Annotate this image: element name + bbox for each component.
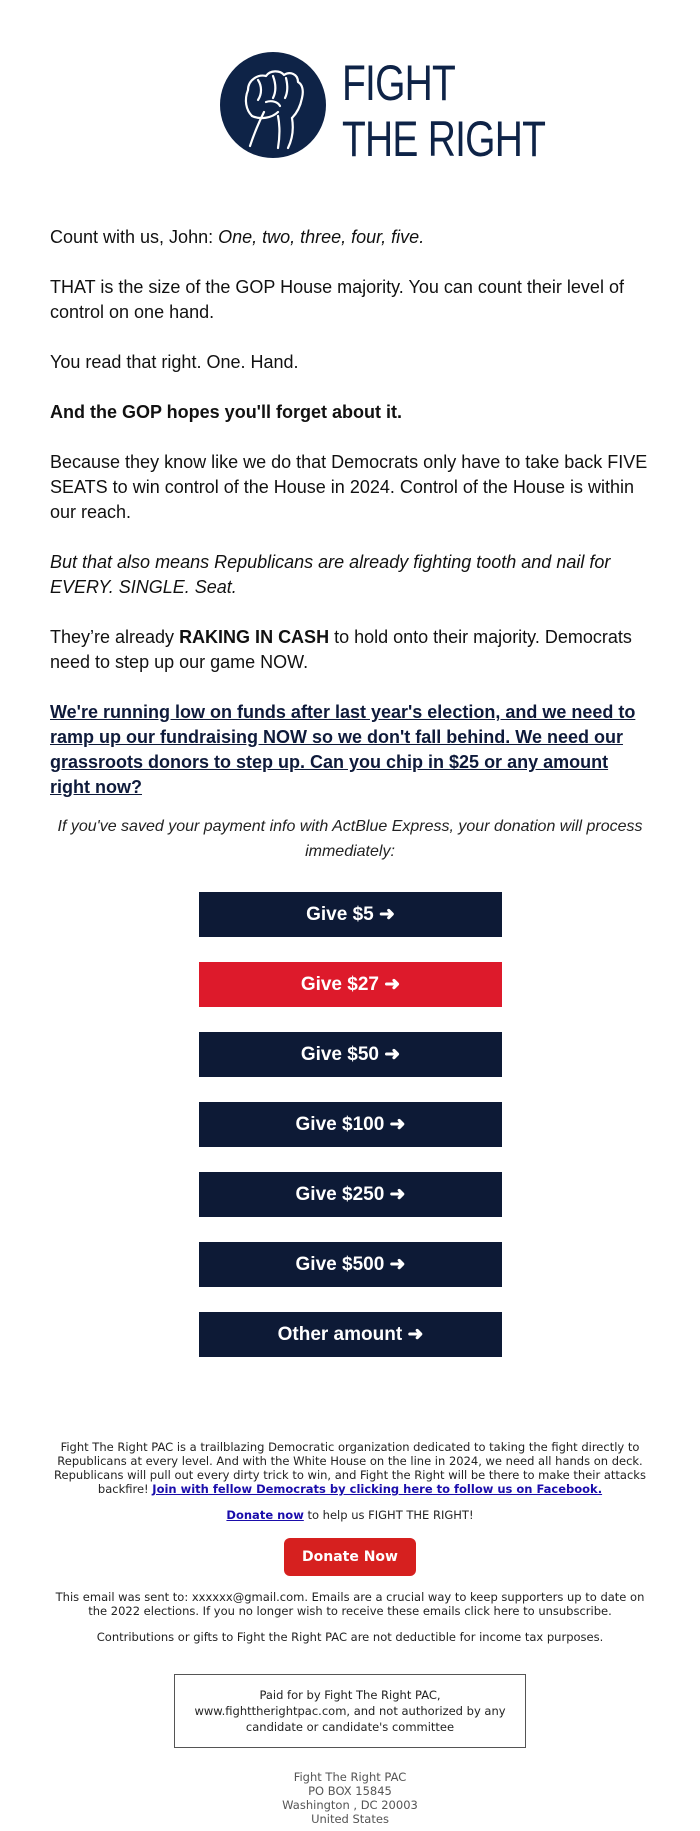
- paragraph-raking-cash: [50, 625, 650, 675]
- give-250-button[interactable]: Give $250 ➜: [199, 1172, 502, 1217]
- donate-cta-link[interactable]: We're running low on funds after last year's election, and we need to ramp up our fundraising NOW so we don't fall behind. We need our grassroots donors to step up. Can you chip in $25 or any amount right now?: [50, 702, 636, 797]
- footer-about: [50, 1440, 650, 1496]
- paragraph-gop-hopes: And the GOP hopes you'll forget about it.: [50, 402, 402, 422]
- paragraph-count: [50, 225, 650, 250]
- footer-donate-line: [50, 1508, 650, 1522]
- mailing-address: [50, 1770, 650, 1826]
- count-italic-text: One, two, three, four, five.: [218, 227, 425, 247]
- raised-fist-icon: [218, 50, 328, 160]
- facebook-follow-link[interactable]: Join with fellow Democrats by clicking here to follow us on Facebook.: [152, 1482, 603, 1496]
- raking-tail-text: to hold onto their majority. Democrats need to step up our game NOW.: [50, 627, 632, 672]
- other-amount-button[interactable]: Other amount ➜: [199, 1312, 502, 1357]
- raking-bold-text: RAKING IN CASH: [179, 627, 330, 647]
- donate-now-link[interactable]: Donate now: [226, 1508, 304, 1522]
- count-lead-text: Count with us, John:: [50, 227, 219, 247]
- address-line: Washington , DC 20003: [282, 1798, 418, 1812]
- give-500-button[interactable]: Give $500 ➜: [199, 1242, 502, 1287]
- logo-text-fight: FIGHT: [342, 55, 456, 111]
- give-100-button[interactable]: Give $100 ➜: [199, 1102, 502, 1147]
- paragraph-five-seats: Because they know like we do that Democrats only have to take back FIVE SEATS to win control of the House in 2024. Control of the House is within our reach.: [50, 452, 648, 522]
- raking-lead-text: They’re already: [50, 627, 180, 647]
- donate-now-button[interactable]: Donate Now: [284, 1538, 416, 1576]
- give-50-button[interactable]: Give $50 ➜: [199, 1032, 502, 1077]
- footer-about-text: Fight The Right PAC is a trailblazing Democratic organization dedicated to taking the fight directly to Republicans at every level. And with the White House on the line in 2024, we need all hands on deck. Republicans will pull out every dirty trick to win, and Fight the Right will be there to make their attacks backfire!: [54, 1440, 646, 1496]
- fight-the-right-logo[interactable]: [218, 46, 546, 167]
- paid-for-disclaimer: Paid for by Fight The Right PAC, www.fighttherightpac.com, and not authorized by any candidate or candidate's committee: [174, 1674, 526, 1748]
- paragraph-majority: THAT is the size of the GOP House majority. You can count their level of control on one hand.: [50, 277, 624, 322]
- actblue-express-note: If you've saved your payment info with ActBlue Express, your donation will process immediately:: [57, 818, 643, 860]
- tax-notice: Contributions or gifts to Fight the Right PAC are not deductible for income tax purposes.: [96, 1630, 604, 1644]
- give-27-button[interactable]: Give $27 ➜: [199, 962, 502, 1007]
- donation-buttons: [199, 892, 502, 1382]
- email-body: [50, 225, 650, 889]
- donate-tail-text: to help us FIGHT THE RIGHT!: [303, 1508, 474, 1522]
- give-5-button[interactable]: Give $5 ➜: [199, 892, 502, 937]
- paragraph-every-seat: But that also means Republicans are already fighting tooth and nail for EVERY. SINGLE. Seat.: [50, 552, 611, 597]
- address-line: United States: [311, 1812, 389, 1826]
- email-sent-notice[interactable]: This email was sent to: xxxxxx@gmail.com. Emails are a crucial way to keep supporters up to date on the 2022 elections. If you no longer wish to receive these emails click here to unsubscribe.: [55, 1590, 645, 1618]
- paragraph-one-hand: You read that right. One. Hand.: [50, 352, 299, 372]
- email-footer: [50, 1440, 650, 1826]
- address-line: Fight The Right PAC: [293, 1770, 407, 1784]
- logo-text-the-right: THE RIGHT: [342, 111, 546, 167]
- header-logo-area: [0, 46, 700, 166]
- address-line: PO BOX 15845: [308, 1784, 392, 1798]
